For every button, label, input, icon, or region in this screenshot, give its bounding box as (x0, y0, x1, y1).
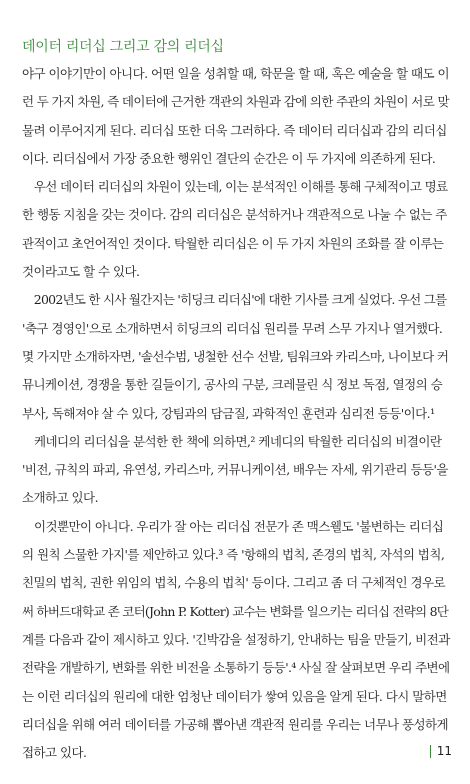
text-line: 접하고 있다. (22, 745, 87, 761)
text-line: 뮤니케이션, 경쟁을 통한 길들이기, 공사의 구분, 크레믈린 식 정보 독점, 열정의 승 (22, 377, 443, 393)
section-heading: 데이터 리더십 그리고 감의 리더십 (22, 39, 224, 55)
text-line: 리더십을 위해 여러 데이터를 가공해 뽑아낸 객관적 원리를 우리는 너무나 풍성하게 (22, 716, 449, 732)
text-line: 것이라고도 할 수 있다. (22, 264, 140, 280)
text-line: 물려 이루어지게 된다. 리더십 또한 더욱 그러하다. 즉 데이터 리더십과 감의 리더십 (22, 122, 447, 138)
text-line: 전략을 개발하기, 변화를 위한 비전을 소통하기 등등'.⁴ 사실 잘 살펴보면 우리 주변에 (22, 660, 450, 676)
text-line: 야구 이야기만이 아니다. 어떤 일을 성취할 때, 학문을 할 때, 혹은 예술을 할 때도 이 (22, 66, 449, 81)
text-line: '축구 경영인'으로 소개하면서 히딩크의 리더십 원리를 무려 스무 가지나 열거했다. (22, 320, 443, 336)
text-line: 한 행동 지침을 갖는 것이다. 감의 리더십은 분석하거나 객관적으로 나눌 수 없는 주 (22, 207, 447, 223)
paragraph (22, 173, 450, 286)
text-line: 몇 가지만 소개하자면, '솔선수범, 냉철한 선수 선발, 팀워크와 카리스마, 나이보다 커 (22, 348, 449, 364)
text-line: 계를 다음과 같이 제시하고 있다. '긴박감을 설정하기, 안내하는 팀을 만들기, 비전과 (22, 631, 450, 647)
text-line: 우선 데이터 리더십의 차원이 있는데, 이는 분석적인 이해를 통해 구체적이고 명료 (22, 179, 448, 195)
text-line: 런 두 가지 차원, 즉 데이터에 근거한 객관의 차원과 감에 의한 주관의 차원이 서로 맞 (22, 94, 449, 110)
body-text (22, 60, 450, 767)
text-line: 2002년도 한 시사 월간지는 '히딩크 리더십'에 대한 기사를 크게 실었다. 우선 그를 (22, 292, 447, 308)
text-line: 부사, 독해져야 살 수 있다, 강팀과의 담금질, 과학적인 훈련과 심리전 등등'이다.¹ (22, 405, 435, 421)
paragraph (22, 428, 450, 513)
text-line: 써 하버드대학교 존 코터(John P. Kotter) 교수는 변화를 일으키는 리더십 전략의 8단 (22, 603, 449, 619)
text-line: '비전, 규칙의 파괴, 유연성, 카리스마, 커뮤니케이션, 배우는 자세, 위기관리 등등'을 (22, 462, 448, 478)
footer-divider (430, 745, 431, 758)
text-line: 케네디의 리더십을 분석한 한 책에 의하면,² 케네디의 탁월한 리더십의 비결이란 (22, 433, 442, 449)
text-line: 친밀의 법칙, 권한 위임의 법칙, 수용의 법칙' 등이다. 그리고 좀 더 구체적인 경우로 (22, 575, 446, 591)
paragraph (22, 286, 450, 427)
paragraph (22, 60, 450, 173)
text-line: 의 원칙 스물한 가지'를 제안하고 있다.³ 즉 '항해의 법칙, 존경의 법칙, 자석의 법칙, (22, 547, 445, 563)
text-line: 관적이고 초언어적인 것이다. 탁월한 리더십은 이 두 가지 차원의 조화를 잘 이루는 (22, 235, 444, 251)
page-footer (430, 744, 452, 758)
text-line: 이것뿐만이 아니다. 우리가 잘 아는 리더십 전문가 존 맥스웰도 '불변하는 리더십 (22, 518, 444, 534)
text-line: 는 이런 리더십의 원리에 대한 엄청난 데이터가 쌓여 있음을 알게 된다. 다시 말하면 (22, 688, 447, 704)
text-line: 이다. 리더십에서 가장 중요한 행위인 결단의 순간은 이 두 가지에 의존하게 된다. (22, 150, 436, 166)
page-number: 11 (436, 744, 452, 758)
paragraph (22, 513, 450, 768)
text-line: 소개하고 있다. (22, 490, 98, 506)
